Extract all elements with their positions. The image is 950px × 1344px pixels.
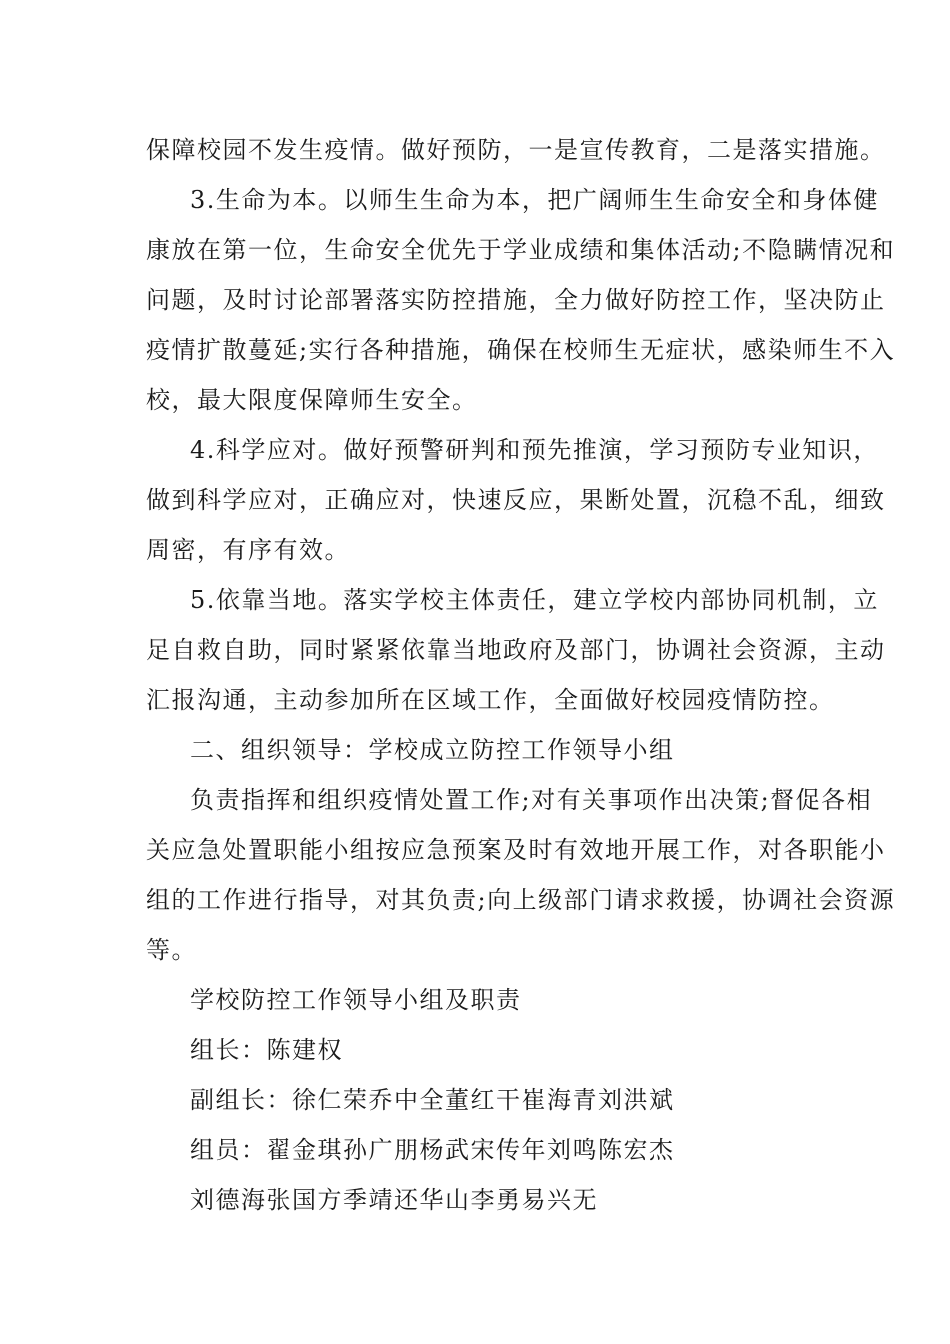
text-line-9: 周密，有序有效。 bbox=[146, 536, 350, 564]
subsection-title: 学校防控工作领导小组及职责 bbox=[190, 986, 522, 1014]
members-line: 组员：翟金琪孙广朋杨武宋传年刘鸣陈宏杰 bbox=[190, 1136, 675, 1164]
text-line-11: 足自救自助，同时紧紧依靠当地政府及部门，协调社会资源，主动 bbox=[146, 636, 886, 664]
text-line-7: 4.科学应对。做好预警研判和预先推演，学习预防专业知识， bbox=[190, 436, 879, 464]
text-line-2: 3.生命为本。以师生生命为本，把广阔师生生命安全和身体健 bbox=[190, 186, 879, 214]
text-line-15: 关应急处置职能小组按应急预案及时有效地开展工作，对各职能小 bbox=[146, 836, 886, 864]
text-line-10: 5.依靠当地。落实学校主体责任，建立学校内部协同机制，立 bbox=[190, 586, 879, 614]
text-line-16: 组的工作进行指导，对其负责;向上级部门请求救援，协调社会资源 bbox=[146, 886, 896, 914]
text-line-3: 康放在第一位，生命安全优先于学业成绩和集体活动;不隐瞒情况和 bbox=[146, 236, 896, 264]
text-line-8: 做到科学应对，正确应对，快速反应，果断处置，沉稳不乱，细致 bbox=[146, 486, 886, 514]
members-line-continued: 刘德海张国方季靖还华山李勇易兴无 bbox=[190, 1186, 598, 1214]
text-line-14: 负责指挥和组织疫情处置工作;对有关事项作出决策;督促各相 bbox=[190, 786, 873, 814]
text-line-12: 汇报沟通，主动参加所在区域工作，全面做好校园疫情防控。 bbox=[146, 686, 835, 714]
text-line-5: 疫情扩散蔓延;实行各种措施，确保在校师生无症状，感染师生不入 bbox=[146, 336, 896, 364]
text-line-6: 校，最大限度保障师生安全。 bbox=[146, 386, 478, 414]
deputy-leader-line: 副组长：徐仁荣乔中全董红干崔海青刘洪斌 bbox=[190, 1086, 675, 1114]
section-heading: 二、组织领导：学校成立防控工作领导小组 bbox=[190, 736, 675, 764]
text-line-1: 保障校园不发生疫情。做好预防，一是宣传教育，二是落实措施。 bbox=[146, 136, 886, 164]
text-line-4: 问题，及时讨论部署落实防控措施，全力做好防控工作，坚决防止 bbox=[146, 286, 886, 314]
leader-line: 组长：陈建权 bbox=[190, 1036, 343, 1064]
text-line-17: 等。 bbox=[146, 936, 197, 964]
